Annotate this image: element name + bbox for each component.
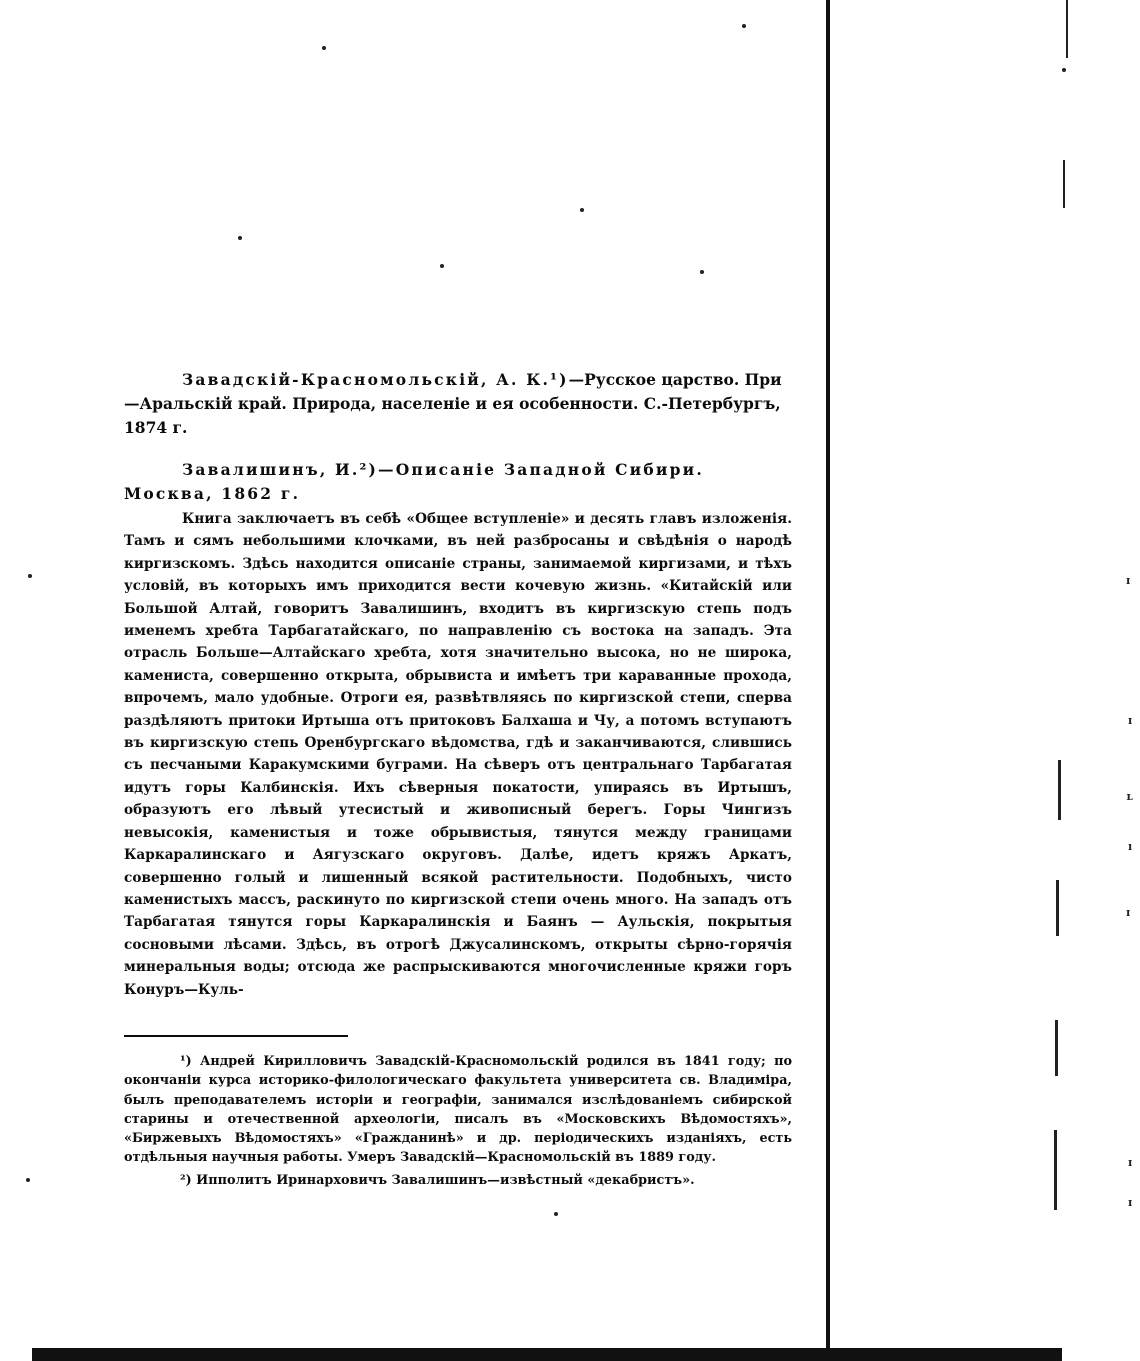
- margin-glyph: ı: [1128, 840, 1133, 853]
- bibliography-entry-2: [124, 458, 792, 506]
- right-edge-mark: [1066, 0, 1068, 58]
- entry-title: —Описаніе Западной Сибири. Москва, 1862 г.: [124, 460, 704, 503]
- scan-speck: [440, 264, 444, 268]
- right-edge-mark: [1055, 1020, 1058, 1076]
- right-edge-mark: [1058, 760, 1061, 820]
- entry-title: —Русское царство. При—Аральскій край. Природа, населеніе и ея особенности. С.-Петербургъ, 1874 г.: [124, 370, 782, 437]
- scan-speck: [700, 270, 704, 274]
- right-edge-mark: [1056, 880, 1059, 936]
- scan-speck: [322, 46, 326, 50]
- footnote-1: ¹) Андрей Кирилловичъ Завадскій-Красномольскій родился въ 1841 году; по окончаніи курса историко-филологическаго факультета университета св. Владиміра, былъ преподавателемъ исторіи и географіи, занимался изслѣдованіемъ сибирской старины и отечественной археологіи, писалъ въ «Московскихъ Вѣдомостяхъ», «Биржевыхъ Вѣдомостяхъ» «Гражданинѣ» и др. періодическихъ изданіяхъ, есть отдѣльныя научныя работы. Умеръ Завадскій—Красномольскій въ 1889 году.: [124, 1054, 792, 1166]
- bibliography-entry-1: [124, 368, 792, 440]
- scan-speck: [28, 574, 32, 578]
- margin-glyph: ɪ: [1126, 906, 1131, 919]
- margin-glyph: ʟ: [1126, 790, 1133, 803]
- entry-author: Завадскій-Красномольскій, А. К.¹): [182, 370, 569, 389]
- scan-speck: [238, 236, 242, 240]
- footnote-2: ²) Ипполитъ Иринарховичъ Завалишинъ—извѣстный «декабристъ».: [180, 1172, 695, 1188]
- scan-speck: [580, 208, 584, 212]
- footnote-separator: [124, 1035, 348, 1037]
- margin-glyph: ɪ: [1126, 574, 1131, 587]
- scan-speck: [1062, 68, 1066, 72]
- margin-glyph: ɪ: [1128, 1196, 1133, 1209]
- scan-speck: [742, 24, 746, 28]
- entry-annotation: [124, 508, 792, 1001]
- scan-speck: [26, 1178, 30, 1182]
- annotation-paragraph: Книга заключаетъ въ себѣ «Общее вступленіе» и десять главъ изложенія. Тамъ и сямъ небольшими клочками, въ ней разбросаны и свѣдѣнія о народѣ киргизскомъ. Здѣсь находится описаніе страны, занимаемой киргизами, и тѣхъ условій, въ которыхъ имъ приходится вести кочевую жизнь. «Китайскій или Большой Алтай, говоритъ Завалишинъ, входитъ въ киргизскую степь подъ именемъ хребта Тарбагатайскаго, по направленію съ востока на западъ. Эта отрасль Больше—Алтайскаго хребта, хотя значительно высока, но не широка, камениста, совершенно открыта, обрывиста и имѣетъ три караванные прохода, впрочемъ, мало удобные. Отроги ея, развѣтвляясь по киргизской степи, сперва раздѣляютъ притоки Иртыша отъ притоковъ Балхаша и Чу, а потомъ вступаютъ въ киргизскую степь Оренбургскаго вѣдомства, гдѣ и заканчиваются, слившись съ песчаными Каракумскими буграми. На сѣверъ отъ центральнаго Тарбагатая идутъ горы Калбинскія. Ихъ сѣверныя покатости, упираясь въ Иртышъ, образуютъ его лѣвый утесистый и живописный берегъ. Горы Чингизъ невысокія, каменистыя и тоже обрывистыя, тянутся между границами Каркаралинскаго и Аягузскаго округовъ. Далѣе, идетъ кряжъ Аркатъ, совершенно голый и лишенный всякой растительности. Подобныхъ, чисто каменистыхъ массъ, раскинуто по киргизской степи очень много. На западъ отъ Тарбагатая тянутся горы Каркаралинскія и Баянъ — Аульскія, покрытыя сосновыми лѣсами. Здѣсь, въ отрогѣ Джусалинскомъ, открыты сѣрно-горячія минеральныя воды; отсюда же распрыскиваются многочисленные кряжи горъ Конуръ—Куль-: [124, 511, 792, 998]
- margin-glyph: ɪ: [1128, 1156, 1133, 1169]
- scan-bottom-edge: [32, 1348, 1062, 1361]
- footnotes: [124, 1052, 792, 1193]
- margin-glyph: ɪ: [1128, 714, 1133, 727]
- entry-author: Завалишинъ, И.²): [182, 460, 379, 479]
- scan-speck: [554, 1212, 558, 1216]
- binding-edge-line: [826, 0, 830, 1361]
- right-edge-mark: [1063, 160, 1065, 208]
- right-edge-mark: [1054, 1130, 1057, 1210]
